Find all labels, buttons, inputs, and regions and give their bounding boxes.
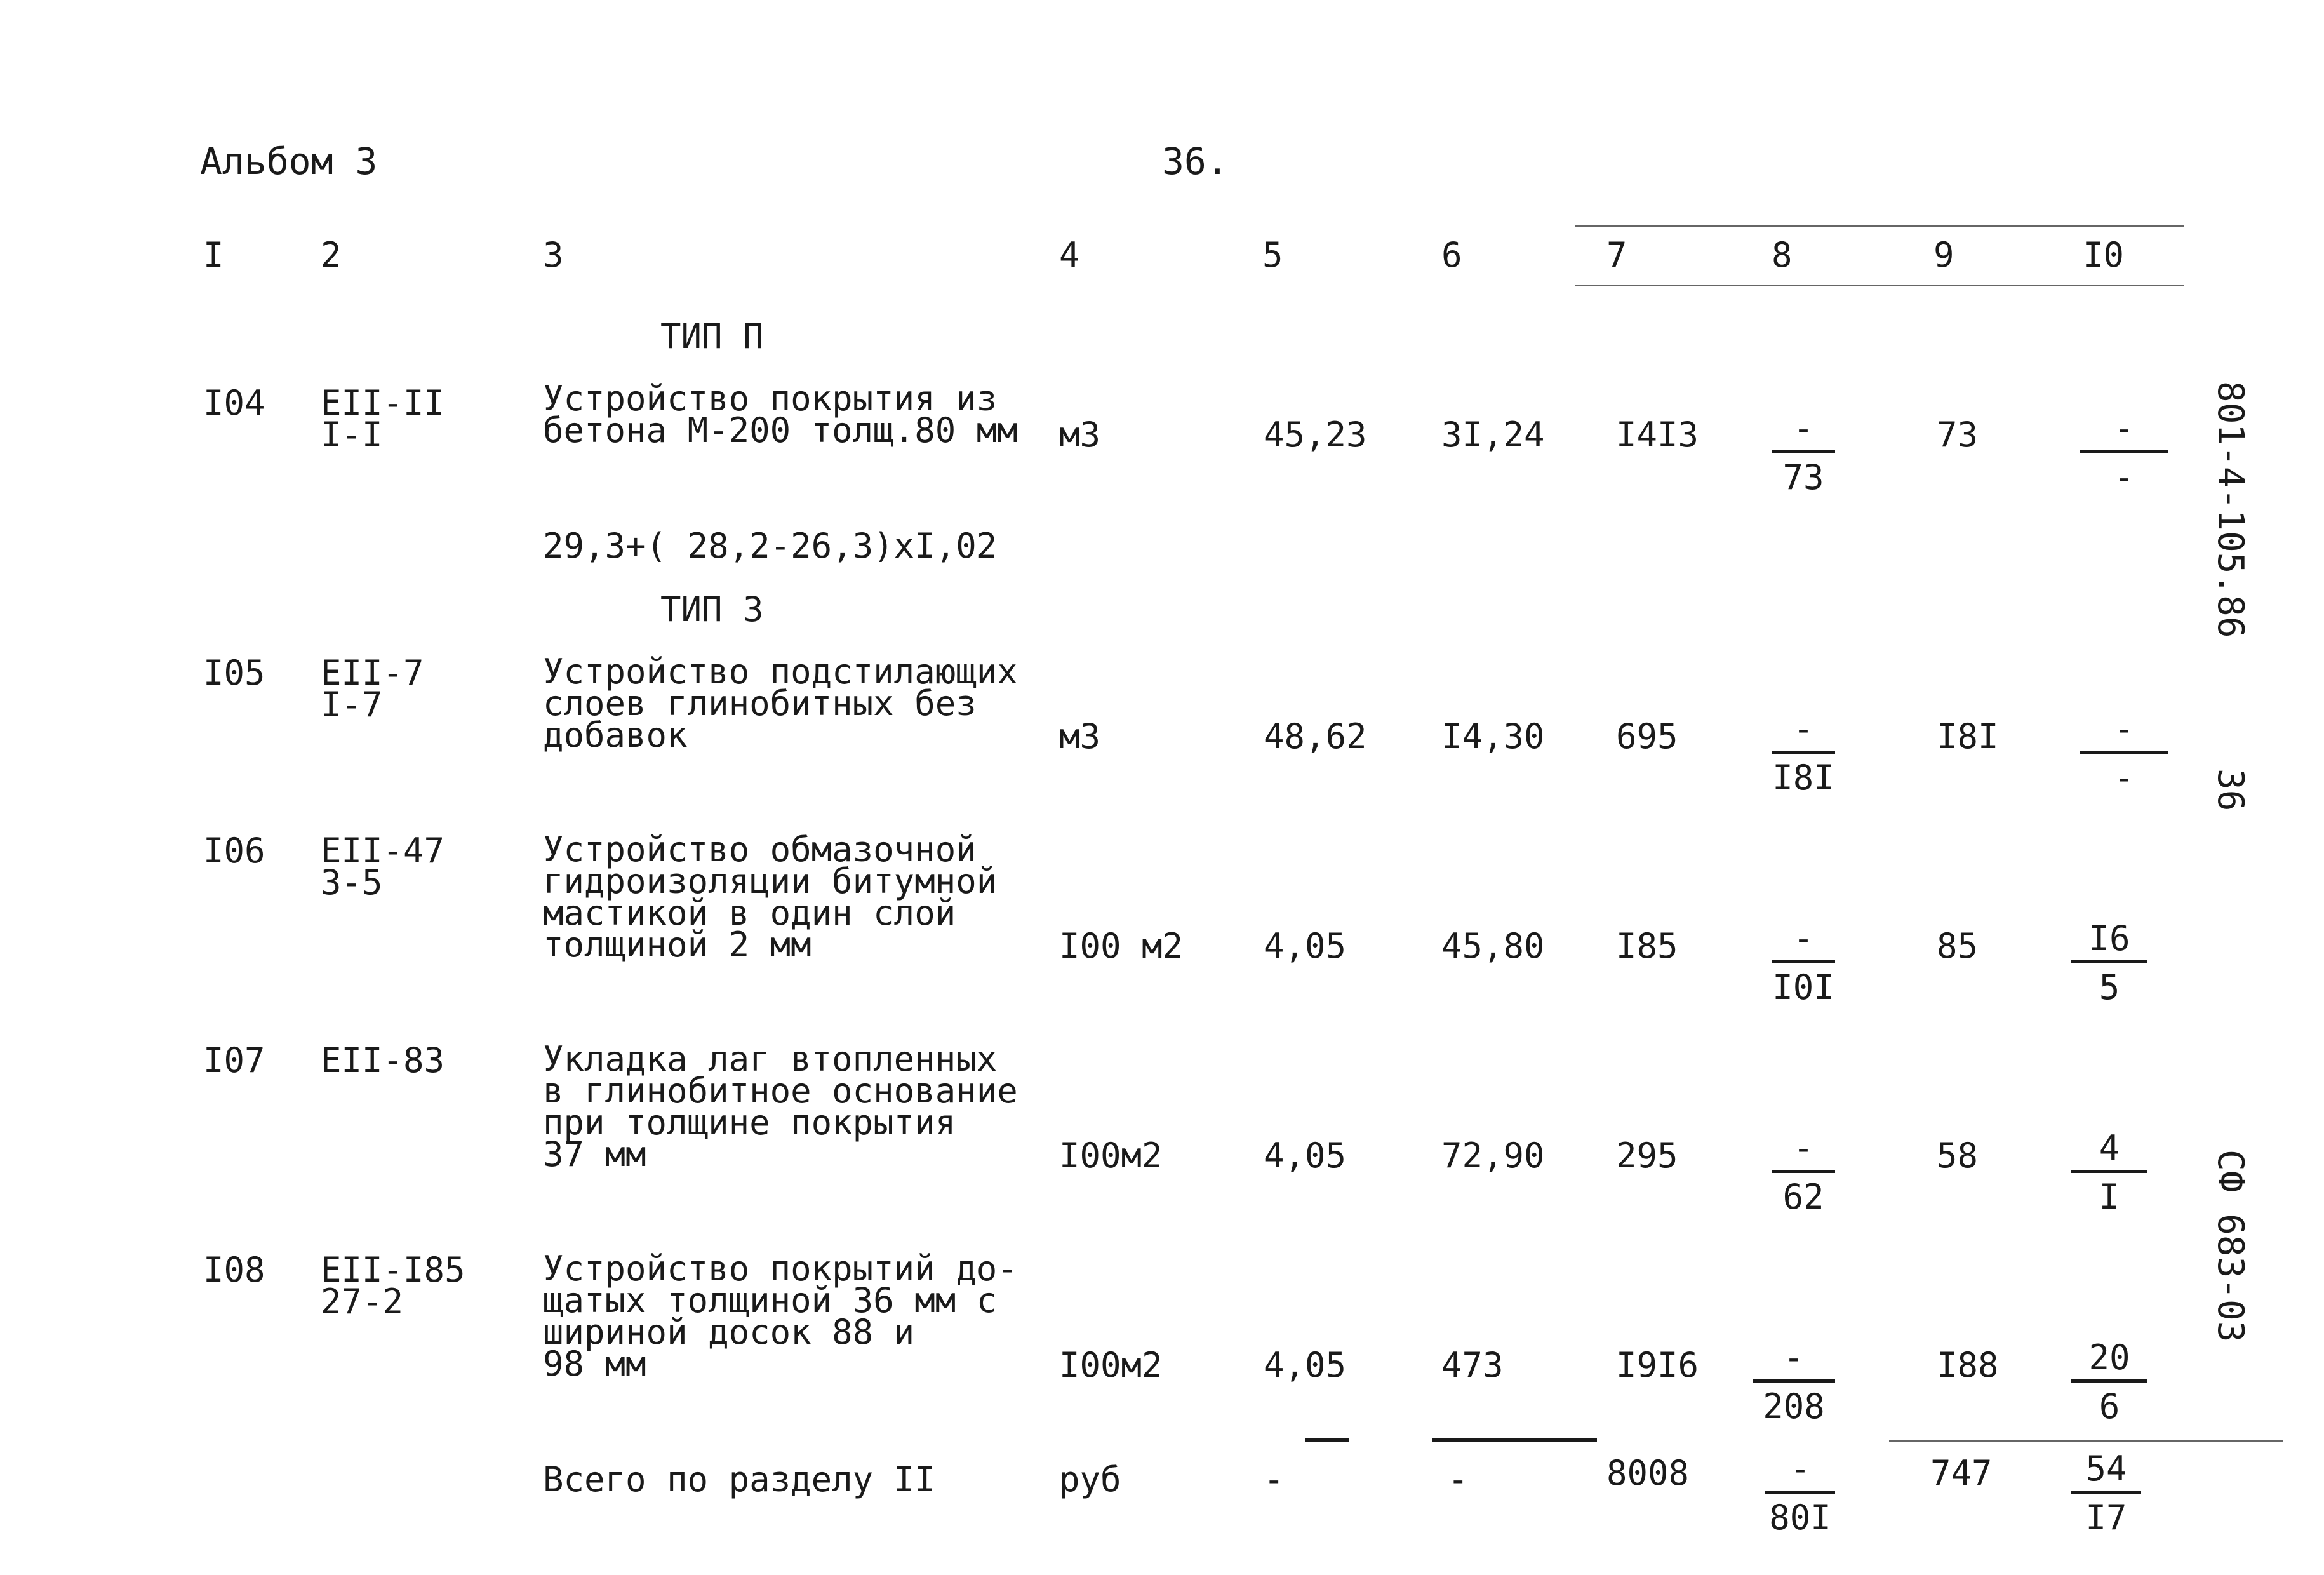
row-number: I05 <box>203 653 265 693</box>
fraction-bar <box>2071 1379 2147 1383</box>
unit: I00м2 <box>1059 1345 1163 1385</box>
col10-fraction <box>2080 710 2168 797</box>
col-header-7: 7 <box>1606 235 1627 275</box>
fraction-bar <box>2071 960 2147 963</box>
row-number: I08 <box>203 1250 265 1290</box>
col8-top: - <box>1793 709 1814 749</box>
fraction-bar <box>1753 1379 1835 1383</box>
work-description: Устройство подстилающих слоев глинобитных без добавок <box>543 652 1018 755</box>
col9-value: 85 <box>1937 926 1979 966</box>
side-stamp-series: СФ 683-03 <box>2210 1149 2251 1343</box>
work-description: Устройство покрытия из бетона М-200 толщ.80 мм <box>543 379 1018 450</box>
header-bottom-rule <box>1575 285 2184 286</box>
col8-top: - <box>1793 918 1814 958</box>
col-header-8: 8 <box>1772 235 1793 275</box>
total-cost: 295 <box>1616 1136 1678 1176</box>
fraction-bar <box>1765 1491 1835 1494</box>
quantity: 4,05 <box>1264 1345 1347 1385</box>
col-header-1: I <box>203 235 224 275</box>
norm-subcode: 3-5 <box>321 862 383 902</box>
quantity: 4,05 <box>1264 1136 1347 1176</box>
col10-bottom: - <box>2113 457 2135 497</box>
col10-fraction <box>2071 1129 2147 1216</box>
col8-bottom: 208 <box>1763 1386 1825 1426</box>
col9-value: 747 <box>1930 1453 1993 1493</box>
unit-price: I4,30 <box>1441 716 1545 756</box>
unit: I00 м2 <box>1059 926 1184 966</box>
col10-bottom: - <box>2113 758 2135 798</box>
col10-top: 4 <box>2099 1128 2120 1168</box>
col10-top: 54 <box>2085 1449 2127 1489</box>
fraction-bar <box>1772 960 1835 963</box>
col10-bottom: I <box>2099 1177 2120 1217</box>
col10-bottom: 6 <box>2099 1386 2120 1426</box>
section-heading-type2: ТИП П <box>660 316 764 356</box>
col10-top: - <box>2113 709 2135 749</box>
col-header-4: 4 <box>1059 235 1080 275</box>
section-heading-type3: ТИП 3 <box>660 589 764 629</box>
col8-bottom: 73 <box>1782 457 1824 497</box>
col10-bottom: I7 <box>2085 1498 2127 1538</box>
col8-bottom: 62 <box>1782 1177 1824 1217</box>
col10-top: 20 <box>2088 1337 2130 1377</box>
unit-price: - <box>1448 1459 1469 1499</box>
col10-fraction <box>2071 1339 2147 1426</box>
norm-code: ЕII-II <box>321 383 445 423</box>
col9-value: 73 <box>1937 415 1979 455</box>
total-cost: 695 <box>1616 716 1678 756</box>
quantity: 45,23 <box>1264 415 1367 455</box>
total-cost: I9I6 <box>1616 1345 1699 1385</box>
col8-bottom: I0I <box>1772 967 1834 1007</box>
col8-top: - <box>1793 1128 1814 1168</box>
col9-value: I8I <box>1937 716 1999 756</box>
total-rule-qty <box>1305 1438 1349 1442</box>
col-header-2: 2 <box>321 235 342 275</box>
fraction-bar <box>2080 751 2168 754</box>
fraction-bar <box>2071 1170 2147 1173</box>
col-header-10: I0 <box>2083 235 2125 275</box>
side-stamp-page: 36 <box>2210 768 2251 812</box>
side-stamp-document-code: 801-4-105.86 <box>2210 381 2251 638</box>
norm-code: ЕII-47 <box>321 831 445 871</box>
fraction-bar <box>1772 751 1835 754</box>
unit-price: 72,90 <box>1441 1136 1545 1176</box>
col8-fraction <box>1772 920 1835 1007</box>
total-cost: 8008 <box>1606 1453 1690 1493</box>
col9-value: 58 <box>1937 1136 1979 1176</box>
norm-code: ЕII-I85 <box>321 1250 465 1290</box>
norm-subcode: I-I <box>321 415 383 455</box>
unit: I00м2 <box>1059 1136 1163 1176</box>
unit-price: 45,80 <box>1441 926 1545 966</box>
unit: м3 <box>1059 415 1101 455</box>
col8-fraction <box>1765 1450 1835 1537</box>
work-description: Устройство покрытий до- щатых толщиной 36 мм с шириной досок 88 и 98 мм <box>543 1249 1018 1384</box>
total-cost: I4I3 <box>1616 415 1699 455</box>
quantity: 4,05 <box>1264 926 1347 966</box>
total-rule-main <box>1432 1438 1597 1442</box>
work-description: Устройство обмазочной гидроизоляции битумной мастикой в один слой толщиной 2 мм <box>543 829 998 965</box>
col10-bottom: 5 <box>2099 967 2120 1007</box>
col8-fraction <box>1753 1339 1835 1426</box>
norm-subcode: 27-2 <box>321 1282 404 1322</box>
unit-price: 473 <box>1441 1345 1504 1385</box>
total-cost: I85 <box>1616 926 1678 966</box>
col8-top: - <box>1789 1449 1811 1489</box>
col-header-6: 6 <box>1441 235 1462 275</box>
fraction-bar <box>1772 1170 1835 1173</box>
unit: м3 <box>1059 716 1101 756</box>
col8-bottom: 80I <box>1769 1498 1831 1538</box>
col10-top: - <box>2113 408 2135 448</box>
work-description: Укладка лаг втопленных в глинобитное основание при толщине покрытия 37 мм <box>543 1039 1018 1174</box>
col10-top: I6 <box>2088 918 2130 958</box>
row-number: I06 <box>203 831 265 871</box>
col8-top: - <box>1783 1337 1805 1377</box>
header-top-rule <box>1575 225 2184 227</box>
col8-fraction <box>1772 1129 1835 1216</box>
quantity: - <box>1264 1459 1285 1499</box>
page-number: 36. <box>1162 140 1229 183</box>
fraction-bar <box>2071 1491 2141 1494</box>
row-number: I07 <box>203 1040 265 1080</box>
fraction-bar <box>2080 450 2168 453</box>
norm-subcode: I-7 <box>321 685 383 725</box>
col10-fraction <box>2071 1450 2141 1537</box>
col8-fraction <box>1772 410 1835 497</box>
calculation-formula: 29,3+( 28,2-26,3)xI,02 <box>543 526 998 566</box>
summary-label: Всего по разделу II <box>543 1459 935 1499</box>
col10-fraction <box>2080 410 2168 497</box>
quantity: 48,62 <box>1264 716 1367 756</box>
fraction-bar <box>1772 450 1835 453</box>
unit: руб <box>1059 1459 1121 1499</box>
col9-value: I88 <box>1937 1345 1999 1385</box>
col8-bottom: I8I <box>1772 758 1834 798</box>
norm-code: ЕII-7 <box>321 653 424 693</box>
col-header-5: 5 <box>1262 235 1283 275</box>
norm-code: ЕII-83 <box>321 1040 445 1080</box>
total-rule-right <box>1889 1440 2283 1442</box>
col8-top: - <box>1793 408 1814 448</box>
unit-price: 3I,24 <box>1441 415 1545 455</box>
col-header-3: 3 <box>543 235 564 275</box>
col8-fraction <box>1772 710 1835 797</box>
row-number: I04 <box>203 383 265 423</box>
col10-fraction <box>2071 920 2147 1007</box>
album-label: Альбом 3 <box>200 140 378 183</box>
col-header-9: 9 <box>1933 235 1954 275</box>
